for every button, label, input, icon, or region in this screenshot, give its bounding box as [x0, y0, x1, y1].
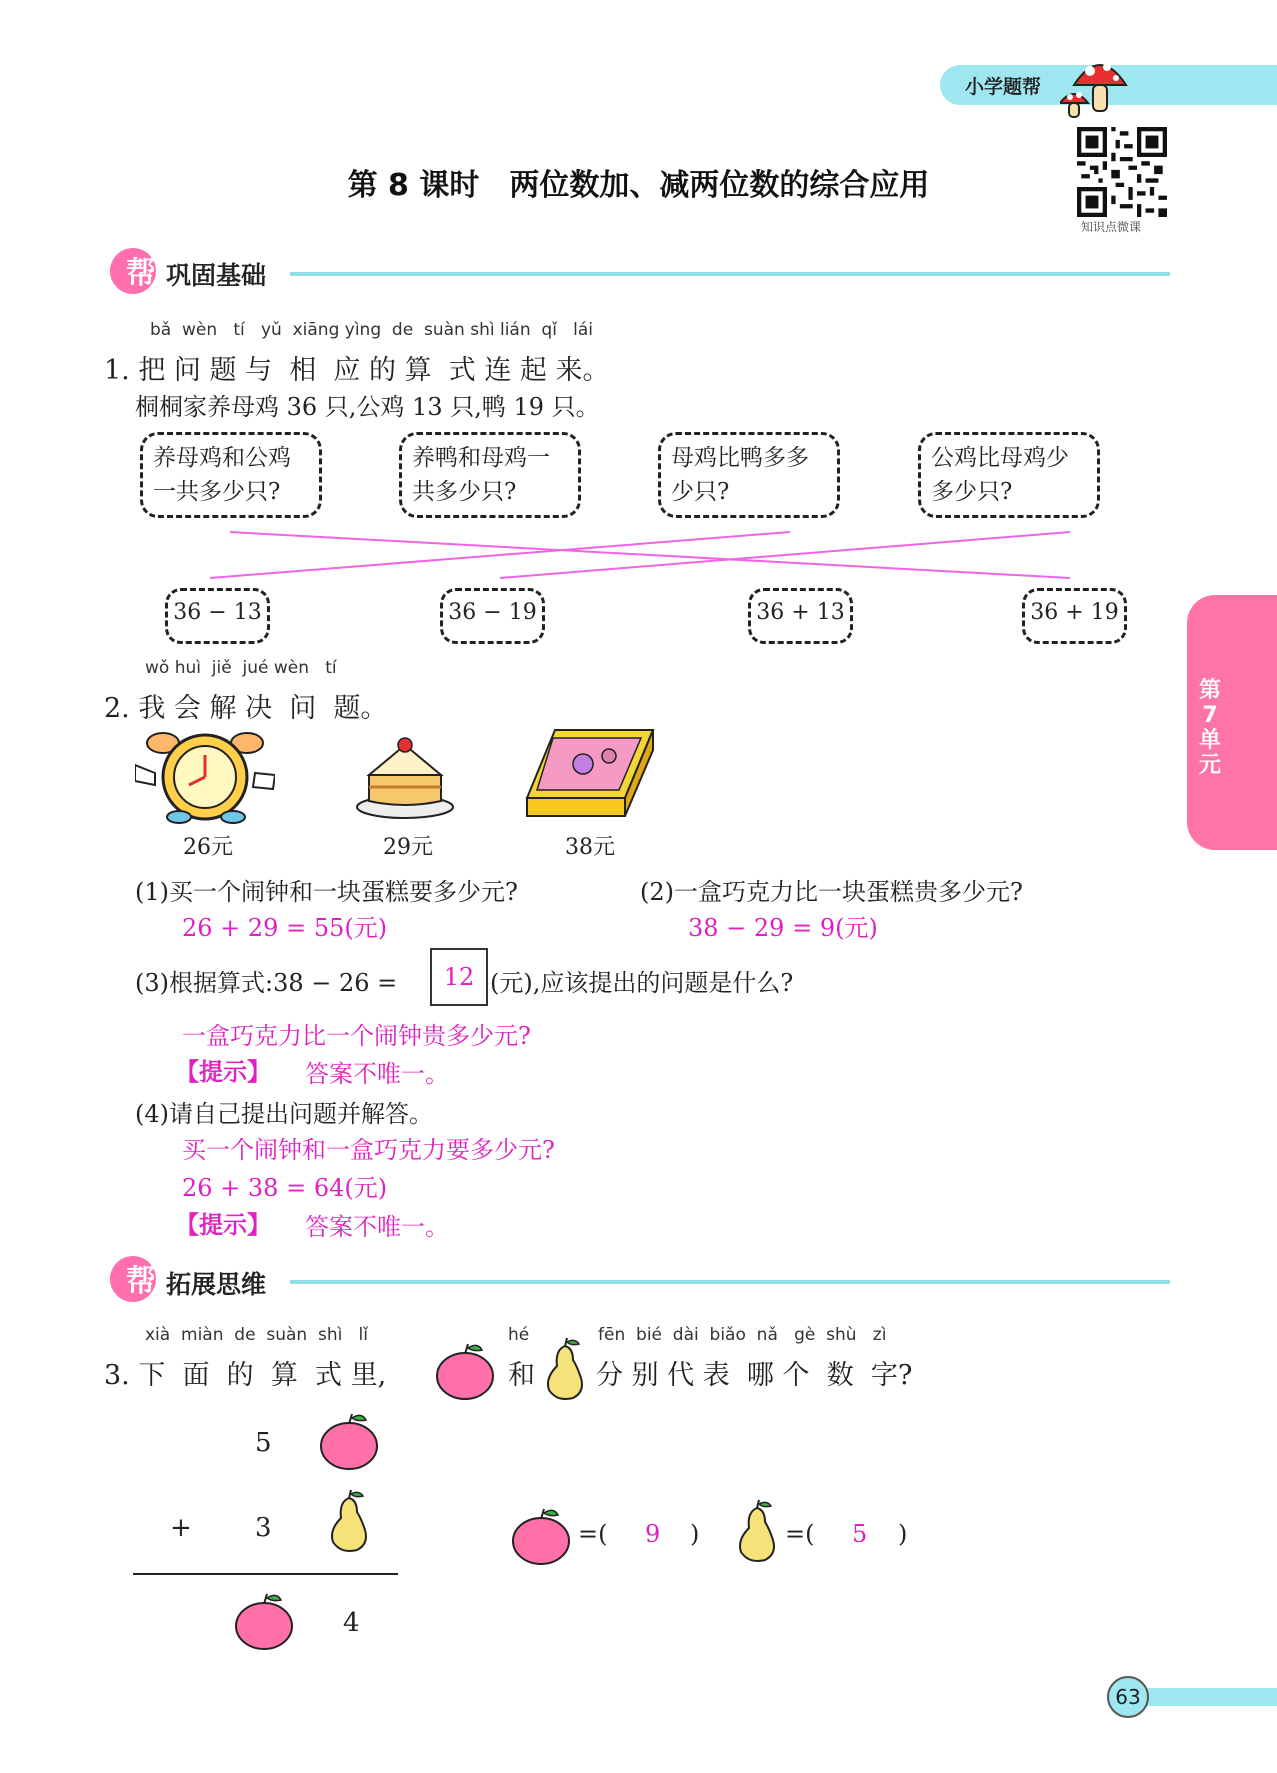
q2-part3-answer-box[interactable]: 12 — [430, 948, 488, 1006]
q2-part1-answer: 26 + 29 = 55(元) — [182, 914, 388, 942]
question-line: 母鸡比鸭多多 — [671, 445, 809, 471]
expression-card[interactable]: 36 − 13 — [165, 588, 270, 644]
equals-close: ) — [690, 1520, 700, 1548]
q2-part3-question-tail: (元),应该提出的问题是什么? — [490, 969, 794, 997]
q2-part3-question: (3)根据算式:38 − 26 = — [135, 969, 398, 997]
match-line — [210, 532, 790, 578]
hint-label: 【提示】 — [175, 1057, 271, 1086]
qr-caption: 知识点微课 — [1081, 220, 1142, 234]
q2-prompt: 2. 我 会 解 决 问 题。 — [104, 693, 388, 724]
hint-text: 答案不唯一。 — [305, 1060, 449, 1088]
digit-bottom: 4 — [343, 1608, 360, 1638]
q1-context: 桐桐家养母鸡 36 只,公鸡 13 只,鸭 19 只。 — [135, 393, 600, 421]
section-divider — [290, 1280, 1170, 1284]
section-badge-label: 帮 — [126, 256, 156, 291]
apple-icon — [510, 1505, 572, 1565]
equals-open: =( — [578, 1520, 608, 1548]
unit-side-tab-label: 第7单元 — [1198, 678, 1221, 778]
apple-icon — [434, 1340, 496, 1400]
question-line: 多少只? — [931, 479, 1013, 505]
pear-icon — [327, 1490, 371, 1554]
price-label: 38元 — [565, 835, 615, 860]
price-label: 26元 — [183, 835, 233, 860]
apple-icon — [318, 1410, 380, 1470]
q3-prompt: 3. 下 面 的 算 式 里, — [104, 1360, 387, 1391]
question-line: 养鸭和母鸡一 — [412, 445, 550, 471]
apple-value[interactable]: 9 — [645, 1520, 661, 1548]
q3-pinyin: fēn bié dài biǎo nǎ gè shù zì — [598, 1325, 887, 1345]
q2-part3-answer: 一盒巧克力比一个闹钟贵多少元? — [182, 1022, 531, 1050]
q3-pinyin: hé — [508, 1325, 530, 1345]
expression-card[interactable]: 36 + 19 — [1022, 588, 1127, 644]
expression-card[interactable]: 36 + 13 — [748, 588, 853, 644]
plus-sign: + — [170, 1513, 192, 1543]
matching-lines — [0, 0, 1277, 660]
section-title-extend: 拓展思维 — [166, 1270, 267, 1299]
equals-open: =( — [785, 1520, 815, 1548]
apple-icon — [233, 1590, 295, 1650]
q2-part4-answer-calc: 26 + 38 = 64(元) — [182, 1174, 388, 1202]
q3-prompt-end: 分 别 代 表 哪 个 数 字? — [596, 1360, 913, 1391]
sum-line — [133, 1573, 398, 1575]
page-title: 第 8 课时 两位数加、减两位数的综合应用 — [347, 168, 930, 203]
hint-text: 答案不唯一。 — [305, 1213, 449, 1241]
question-line: 公鸡比母鸡少 — [931, 445, 1069, 471]
q3-pinyin: xià miàn de suàn shì lǐ — [145, 1325, 368, 1345]
q1-prompt: 1. 把 问 题 与 相 应 的 算 式 连 起 来。 — [104, 355, 610, 386]
q2-part4-answer-question: 买一个闹钟和一盒巧克力要多少元? — [182, 1136, 555, 1164]
q2-part1-question: (1)买一个闹钟和一块蛋糕要多少元? — [135, 878, 518, 906]
question-line: 一共多少只? — [153, 479, 281, 505]
q2-pinyin: wǒ huì jiě jué wèn tí — [145, 658, 337, 678]
pear-value[interactable]: 5 — [852, 1520, 868, 1548]
digit-top: 5 — [255, 1428, 272, 1458]
q2-part2-answer: 38 − 29 = 9(元) — [688, 914, 878, 942]
q2-part4-question: (4)请自己提出问题并解答。 — [135, 1100, 433, 1128]
expression-card[interactable]: 36 − 19 — [440, 588, 545, 644]
q1-pinyin: bǎ wèn tí yǔ xiāng yìng de suàn shì lián qǐ lái — [150, 320, 594, 340]
q2-part2-question: (2)一盒巧克力比一块蛋糕贵多少元? — [640, 878, 1023, 906]
question-line: 共多少只? — [412, 479, 517, 505]
question-line: 养母鸡和公鸡 — [153, 445, 291, 471]
price-label: 29元 — [383, 835, 433, 860]
pear-icon — [543, 1338, 587, 1402]
section-title-basic: 巩固基础 — [166, 261, 267, 290]
brand-label: 小学题帮 — [965, 76, 1042, 98]
pear-icon — [735, 1500, 779, 1564]
q3-prompt-mid: 和 — [508, 1360, 535, 1391]
section-badge-label: 帮 — [126, 1264, 156, 1299]
chocolate-box-icon — [525, 728, 655, 823]
equals-close: ) — [898, 1520, 908, 1548]
digit-middle: 3 — [255, 1513, 272, 1543]
cake-icon — [355, 735, 455, 820]
alarm-clock-icon — [135, 725, 275, 825]
hint-label: 【提示】 — [175, 1210, 271, 1239]
question-line: 少只? — [671, 479, 730, 505]
page-number: 63 — [1107, 1676, 1149, 1718]
